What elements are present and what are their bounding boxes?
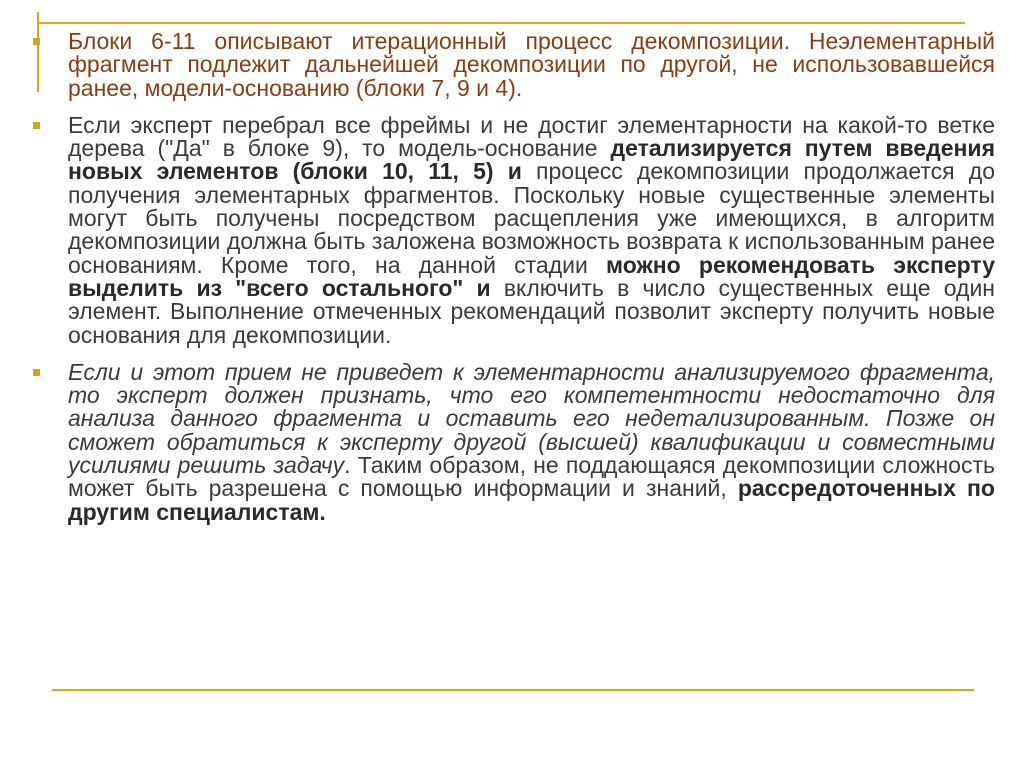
bullet-2-bold-part2: можно рекомендовать эксперту выделить из "всего остального" и [68,251,996,301]
square-bullet-icon [33,369,40,376]
bullet-3-italic-part: Если и этот прием не приведет к элементарности анализируемого фрагмента, то эксперт должен признать, что его компетентности недостаточно для анализа данного фрагмента и оставить его недетализированным. Позже он сможет обратиться к эксперту другой (высшей) квалификации и совместными усилиями решить задачу [68,358,995,479]
bullet-3-text-part: . Таким образом, не поддающаяся декомпозиции сложность может быть разрешена с помощью информации и знаний, [68,452,995,502]
bullet-1-text: Блоки 6-11 описывают итерационный процесс декомпозиции. Неэлементарный фрагмент подлежит дальнейшей декомпозиции по другой, не использовавшейся ранее, модели-основанию (блоки 7, 9 и 4). [68,28,995,101]
decorative-top-line [37,22,965,24]
bullet-3-bold-part: рассредоточенных по другим специалистам. [68,475,995,525]
bullet-2-text-part1: Если эксперт перебрал все фреймы и не достиг элементарности на какой-то ветке дерева ("Да" в блоке 9), то модель-основание [68,111,995,162]
bullet-item-2 [33,111,996,348]
square-bullet-icon [33,122,40,129]
bullet-2-text-part3: включить в число существенных еще один элемент. Выполнение отмеченных рекомендаций позволит эксперту получить новые основания для декомпозиции. [68,274,995,348]
bullet-2-text-part2: процесс декомпозиции продолжается до получения элементарных фрагментов. Поскольку новые существенные элементы могут быть получены посредством расщепления уже имеющихся, в алгоритм декомпозиции должна быть заложена возможность возврата к использованным ранее основаниям. Кроме того, на данной стадии [68,158,995,278]
decorative-bottom-line [52,689,974,691]
bullet-item-3 [33,358,995,525]
square-bullet-icon [33,38,40,45]
slide-body [33,30,995,524]
bullet-item-1 [33,30,995,100]
bullet-2-bold-part1: детализируется путем введения новых элементов (блоки 10, 11, 5) и [68,135,995,185]
